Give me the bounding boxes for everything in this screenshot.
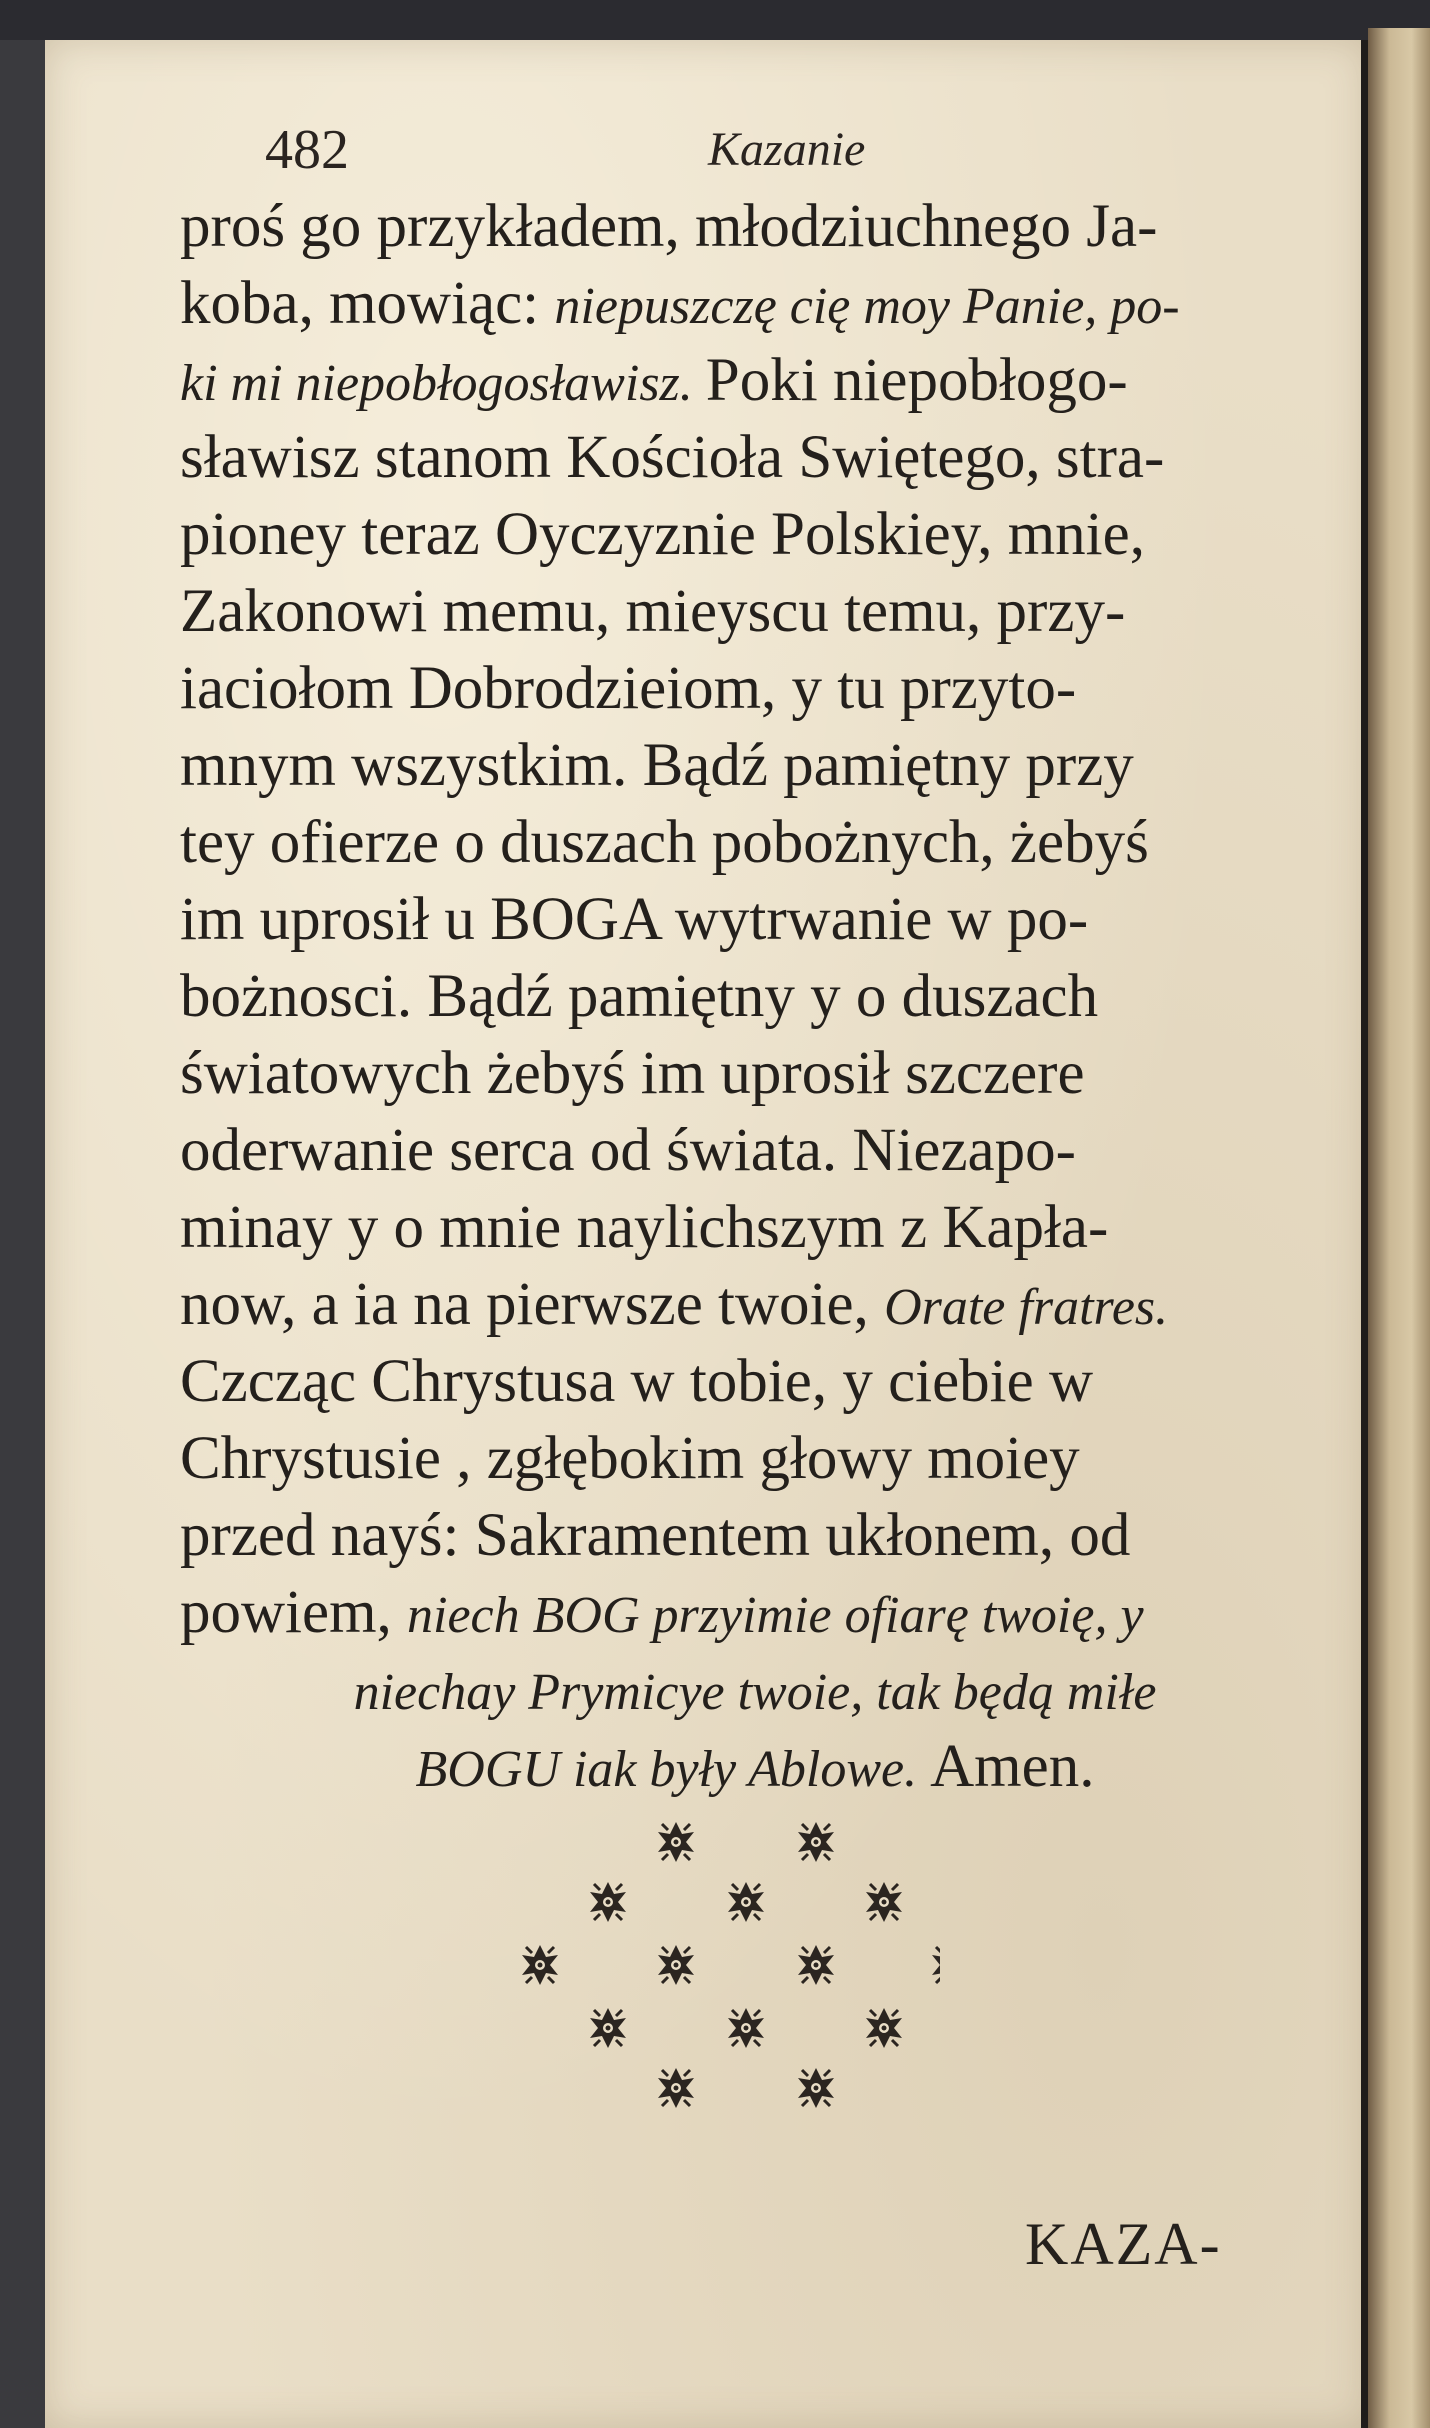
- text-segment: iaciołom Dobrodzieiom, y tu przyto-: [180, 655, 1077, 722]
- text-segment: Zakonowi memu, mieyscu temu, przy-: [180, 578, 1126, 645]
- text-line: [180, 1420, 1330, 1497]
- text-segment: im uprosił u BOGA wytrwanie w po-: [180, 886, 1089, 953]
- text-segment: Amen.: [930, 1733, 1095, 1800]
- text-segment: pioney teraz Oyczyznie Polskiey, mnie,: [180, 501, 1145, 568]
- text-line: [180, 1035, 1330, 1112]
- text-line: [180, 1728, 1330, 1805]
- italic-text-segment: niechay Prymicye twoie, tak będą miłe: [353, 1664, 1157, 1721]
- italic-text-segment: ki mi niepobłogosławisz.: [180, 355, 706, 412]
- text-segment: światowych żebyś im uprosił szczere: [180, 1040, 1085, 1107]
- text-segment: sławisz stanom Kościoła Swiętego, stra-: [180, 424, 1165, 491]
- running-title: Kazanie: [708, 123, 866, 176]
- catchword: KAZA-: [1025, 2211, 1222, 2277]
- text-line: [180, 1497, 1330, 1574]
- text-line: [180, 419, 1330, 496]
- text-segment: tey ofierze o duszach pobożnych, żebyś: [180, 809, 1149, 876]
- text-segment: Czcząc Chrystusa w tobie, y ciebie w: [180, 1348, 1094, 1415]
- scan-background-top: [0, 0, 1430, 40]
- text-segment: mnym wszystkim. Bądź pamiętny przy: [180, 732, 1134, 799]
- italic-text-segment: niech BOG przyimie ofiarę twoię, y: [407, 1587, 1144, 1644]
- text-line: [180, 958, 1330, 1035]
- text-line: [180, 1343, 1330, 1420]
- text-line: [180, 1574, 1330, 1651]
- text-line: [180, 265, 1330, 342]
- text-segment: Poki niepobłogo-: [705, 347, 1128, 414]
- sermon-text: [180, 188, 1330, 1805]
- italic-text-segment: BOGU iak były Ablowe.: [415, 1741, 931, 1798]
- text-line: [180, 1651, 1330, 1728]
- text-segment: Chrystusie , zgłębokim głowy moiey: [180, 1425, 1080, 1492]
- text-line: [180, 1266, 1330, 1343]
- page-header: [265, 112, 1265, 182]
- text-line: [180, 496, 1330, 573]
- italic-text-segment: Orate fratres.: [884, 1279, 1169, 1336]
- text-line: [180, 727, 1330, 804]
- text-line: [180, 342, 1330, 419]
- text-segment: przed nayś: Sakramentem ukłonem, od: [180, 1502, 1131, 1569]
- text-line: [180, 1112, 1330, 1189]
- text-line: [180, 573, 1330, 650]
- text-segment: proś go przykładem, młodziuchnego Ja-: [180, 193, 1158, 260]
- italic-text-segment: niepuszczę cię moy Panie, po-: [554, 278, 1180, 335]
- text-line: [180, 650, 1330, 727]
- text-line: [180, 804, 1330, 881]
- text-segment: minay y o mnie naylichszym z Kapła-: [180, 1194, 1109, 1261]
- page-number: 482: [265, 119, 349, 181]
- text-segment: koba, mowiąc:: [180, 270, 555, 337]
- next-page-edge: [1368, 28, 1430, 2428]
- text-segment: oderwanie serca od świata. Niezapo-: [180, 1117, 1076, 1184]
- text-line: [180, 881, 1330, 958]
- text-line: [180, 188, 1330, 265]
- text-line: [180, 1189, 1330, 1266]
- text-segment: now, a ia na pierwsze twoie,: [180, 1271, 885, 1338]
- text-segment: bożnosci. Bądź pamiętny y o duszach: [180, 963, 1099, 1030]
- text-segment: powiem,: [180, 1579, 408, 1646]
- fleuron-ornament-icon: [500, 1810, 940, 2110]
